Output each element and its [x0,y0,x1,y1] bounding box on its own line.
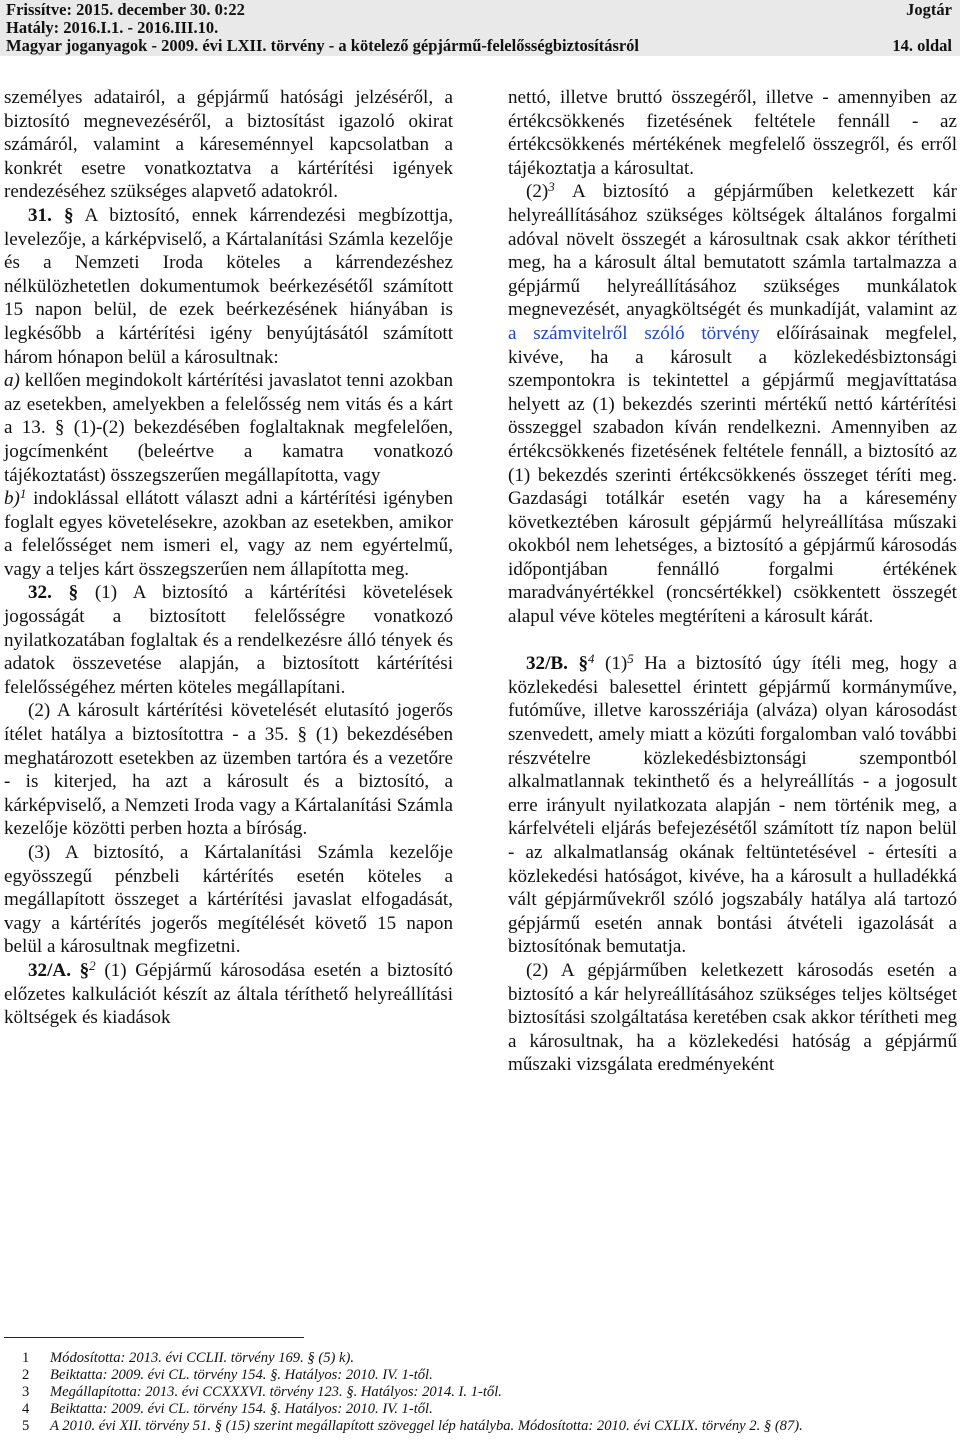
paragraph [508,180,957,628]
section-31 [4,204,453,369]
section-number: 32. [28,582,52,604]
footnote-text: A 2010. évi XII. törvény 51. § (15) szerint megállapított szöveggel lép hatályba. Módosította: 2010. évi CXLIX. törvény 2. § (87). [50,1418,803,1434]
paragraph-number: (2) [526,181,549,203]
point-label: a) [4,370,20,392]
section-sign: § [578,653,588,675]
paragraph: (2) A károsult kártérítési követelését elutasító jogerős ítélet hatálya a biztosítottra - a 35. § (1) bekezdésében meghatározott esetekben az üzemben tartóra és a vezetőre - is kiterjed, ha azt a károsult és a biztosító, a kárképviselő, a Nemzeti Iroda vagy a Kártalanítási Számla kezelője közötti perben hozta a bíróság. [4,700,453,840]
section-32a [4,959,453,1030]
footnote-ref[interactable]: 3 [548,179,555,195]
footnote-number: 4 [22,1401,30,1417]
page-header [0,0,960,56]
document-title: Magyar joganyagok - 2009. évi LXII. törvény - a kötelező gépjármű-felelősségbiztosításról [6,36,640,55]
right-column [508,86,957,1077]
paragraph-text: A biztosító a gépjárműben keletkezett kár helyreállításához szükséges költségek általános forgalmi adóval növelt összegét a károsultnak csak akkor térítheti meg, ha a károsult által bemutatott számla tartalmazza a gépjármű helyreállításához szükséges munkálatok megnevezését, anyagköltségét és munkadíját, valamint az [508,181,957,321]
footnote-ref[interactable]: 2 [89,957,96,973]
footnote-ref[interactable]: 1 [19,486,27,502]
footnote [22,1418,942,1435]
footnote-number: 3 [22,1384,30,1400]
footnote-text: Megállapította: 2013. évi CCXXXVI. törvény 123. §. Hatályos: 2014. I. 1-től. [50,1384,502,1400]
paragraph-number: (1) [605,653,628,675]
footnote-ref[interactable]: 4 [587,651,595,667]
section-number: 32/B. [526,653,568,675]
point-label: b) [4,488,20,510]
section-sign: § [79,959,90,981]
update-timestamp: Frissítve: 2015. december 30. 0:22 [6,0,245,19]
footnote-text: Beiktatta: 2009. évi CL. törvény 154. §. Hatályos: 2010. IV. 1-től. [50,1367,433,1383]
point-text: indoklással ellátott választ adni a kártérítési igényben foglalt egyes követelésekre, azokban az esetekben, amikor a felelősséget nem ismeri el, vagy az nem egyértelmű, vagy a teljes kárt összegszerűen nem állapította meg. [4,488,453,580]
paragraph-text: előírásainak megfelel, kivéve, ha a károsult a közlekedésbiztonsági szempontokra is tekintettel a gépjármű megjavíttatása helyett az (1) bekezdés szerinti mértékű nettó kártérítési összeggel szabadon kíván rendelkezni. Amennyiben az értékcsökkenés fizetésének feltétele fennáll, a biztosító az (1) bekezdés szerinti értékcsökkenés összeget téríti meg. Gazdasági totálkár esetén vagy ha a káresemény következtében károsult gépjármű helyreállítása műszaki okokból nem lehetséges, a biztosító a gépjármű károsodás időpontjában fennálló forgalmi értékének maradványértékkel (roncsértékkel) csökkentett összegét alapul véve köteles megtéríteni a károsult kárát. [508,322,957,628]
point-text: kellően megindokolt kártérítési javaslatot tenni azokban az esetekben, amelyekben a felelősség nem vitás és a kárt a 13. § (1)-(2) bekezdésében foglaltaknak megfelelően, jogcímenként (beleértve a kamatra vonatkozó tájékoztatást) összegszerűen megállapította, vagy [4,370,453,486]
footnote-text: Beiktatta: 2009. évi CL. törvény 154. §. Hatályos: 2010. IV. 1-től. [50,1401,433,1417]
paragraph: (2) A gépjárműben keletkezett károsodás esetén a biztosító a kár helyreállításához szükséges teljes költséget biztosítási szolgáltatása keretében csak akkor térítheti meg a károsultnak, ha a közlekedési hatóság a gépjármű műszaki vizsgálata eredményeként [508,959,957,1076]
section-sign: § [63,204,74,226]
footnote-number: 1 [22,1350,30,1366]
footnote-divider [4,1337,304,1338]
paragraph: (3) A biztosító, a Kártalanítási Számla kezelője egyösszegű pénzbeli kártérítés esetén köteles a megállapított összeget a kártérítési javaslat elfogadását, vagy a kártérítés jogerős megítélését követő 15 napon belül a károsultnak megfizetni. [4,842,453,958]
section-text: Ha a biztosító úgy ítéli meg, hogy a közlekedési balesettel érintett gépjármű kormányműve, futóműve, illetve karosszériája (alváza) olyan károsodást szenvedett, amely miatt a közúti forgalomban való további részvételre közlekedésbiztonsági szempontból alkalmatlannak tekinthető és a helyreállítás - a jogosult erre irányult nyilatkozata alapján - nem történik meg, a kárfelvételi eljárás befejezésétől számított tíz napon belül - az alkalmatlanság okának feltüntetésével - értesíti a közlekedési hatóságot, kivéve, ha a károsult a hulladékká vált gépjárművekről szóló jogszabály hatálya alá tartozó gépjármű esetén annak bontási átvételi igazolását a biztosítónak bemutatja. [508,653,957,958]
paragraph: nettó, illetve bruttó összegéről, illetve - amennyiben az értékcsökkenés fizetésének feltétele fennáll - az értékcsökkenés mértékének megfelelő összegről, és erről tájékoztatja a károsultat. [508,87,957,179]
law-link[interactable]: a számvitelről szóló törvény [508,322,760,344]
footnote-number: 2 [22,1367,30,1383]
validity-period: Hatály: 2016.I.1. - 2016.III.10. [6,18,219,37]
section-text: A biztosító, ennek kárrendezési megbízottja, levelezője, a kárképviselő, a Kártalanítási Számla kezelője és a Nemzeti Iroda köteles a kárrendezéshez nélkülözhetetlen dokumentumok beérkezésétől számított 15 napon belül, de ezek beérkezésének hiányában is legkésőbb a kártérítési igény benyújtásától számított három hónapon belül a károsultnak: [4,204,453,368]
section-text: (1) A biztosító a kártérítési követelések jogosságát a biztosított felelősségre vonatkozó nyilatkozatában foglaltak és a rendelkezésre álló tények és adatok összevetése alapján, a biztosított kártérítési felelősségéhez mérten köteles megállapítani. [4,582,453,698]
footnote [22,1401,942,1418]
section-text: (1) Gépjármű károsodása esetén a biztosító előzetes kalkulációt készít az általa téríthető helyreállítási költségek és kiadások [4,959,453,1029]
section-number: 31. [28,204,52,226]
footnote-ref[interactable]: 5 [627,651,634,667]
spacer [508,629,957,653]
point-a [4,369,453,487]
section-number: 32/A. [28,959,71,981]
footnote [22,1384,942,1401]
paragraph: személyes adatairól, a gépjármű hatósági jelzéséről, a biztosító megnevezéséről, a biztosítást igazoló okirat számáról, valamint a káreseménnyel kapcsolatban a konkrét esetre vonatkoztatva a kártérítési igények rendezéséhez szükséges alapvető adatokról. [4,87,453,203]
section-32 [4,581,453,699]
section-32b [508,652,957,959]
point-b [4,487,453,581]
footnote-number: 5 [22,1418,30,1434]
footnote [22,1367,942,1384]
brand-name: Jogtár [906,0,952,19]
footnote [22,1350,942,1367]
left-column [4,86,453,1030]
section-sign: § [68,582,79,604]
page-number: 14. oldal [892,36,952,55]
footnote-text: Módosította: 2013. évi CCLII. törvény 169. § (5) k). [50,1350,354,1366]
